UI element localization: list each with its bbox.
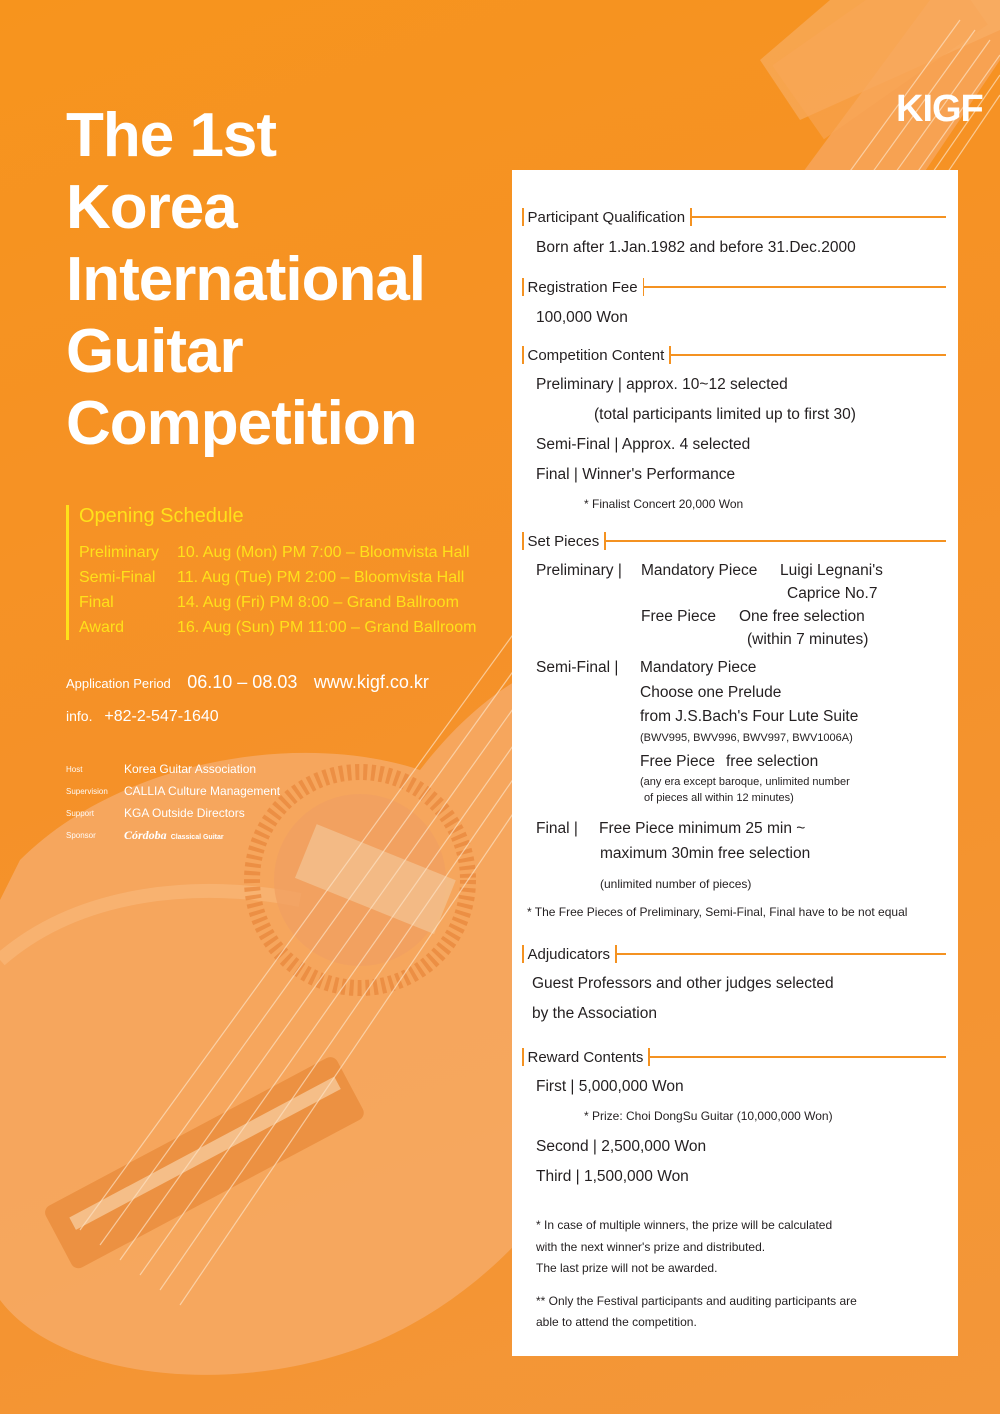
schedule-row (79, 540, 476, 565)
section-marker (522, 532, 524, 550)
section-heading: Participant Qualification (527, 208, 686, 226)
pieces-semi-free-note: of pieces all within 12 minutes) (644, 792, 794, 804)
pieces-semi-line: from J.S.Bach's Four Lute Suite (640, 708, 859, 725)
phone-number: +82-2-547-1640 (104, 708, 219, 725)
section-adjudicators (522, 945, 946, 963)
section-content (522, 346, 946, 364)
website-link[interactable]: www.kigf.co.kr (313, 672, 429, 692)
reward-note: ** Only the Festival participants and auditing participants are (536, 1294, 857, 1308)
title-line: Guitar (66, 317, 243, 386)
section-rewards (522, 1048, 946, 1066)
section-pieces (522, 532, 946, 550)
pieces-semi-free-value: free selection (726, 753, 819, 770)
adjudicators-text: Guest Professors and other judges selected (532, 975, 834, 992)
credits (66, 758, 280, 846)
section-rule (650, 1056, 946, 1058)
pieces-final-line: (unlimited number of pieces) (600, 877, 752, 891)
section-heading: Adjudicators (527, 945, 611, 963)
section-heading: Reward Contents (527, 1048, 644, 1066)
section-heading: Set Pieces (527, 532, 600, 550)
pieces-semi-free-note: (any era except baroque, unlimited number (640, 776, 850, 788)
section-fee (522, 278, 946, 296)
section-rule (606, 540, 946, 542)
schedule-label: Final (79, 594, 114, 611)
pieces-prelim-mandatory-value: Caprice No.7 (787, 585, 878, 602)
content-semi: Semi-Final | Approx. 4 selected (536, 436, 751, 453)
section-marker (522, 1048, 524, 1066)
pieces-semi-mandatory: Mandatory Piece (640, 659, 757, 676)
fee-text: 100,000 Won (536, 309, 628, 326)
schedule-value: 14. Aug (Fri) PM 8:00 – Grand Ballroom (177, 594, 459, 611)
kigf-logo: KIGF (896, 88, 983, 130)
section-rule (692, 216, 946, 218)
pieces-semi-free: Free Piece (640, 753, 715, 770)
title-line: The 1st (66, 101, 277, 170)
pieces-note: * The Free Pieces of Preliminary, Semi-Final, Final have to be not equal (527, 905, 908, 919)
section-marker (522, 278, 524, 296)
content-prelim-note: (total participants limited up to first 30) (594, 406, 856, 423)
reward-first: First | 5,000,000 Won (536, 1078, 684, 1095)
credit-row (66, 824, 280, 846)
schedule-title: Opening Schedule (79, 505, 244, 527)
section-rule (644, 286, 946, 288)
credit-row (66, 780, 280, 802)
schedule-label: Preliminary (79, 544, 160, 561)
schedule-value: 11. Aug (Tue) PM 2:00 – Bloomvista Hall (177, 569, 465, 586)
credit-value: Korea Guitar Association (124, 762, 257, 776)
info-panel (512, 170, 958, 1356)
qualification-text: Born after 1.Jan.1982 and before 31.Dec.2000 (536, 239, 856, 256)
credit-value: CALLIA Culture Management (124, 784, 281, 798)
pieces-prelim-free-value: One free selection (739, 608, 865, 625)
section-marker (522, 208, 524, 226)
credit-row (66, 802, 280, 824)
section-heading: Registration Fee (527, 278, 638, 296)
title-line: Competition (66, 389, 417, 458)
pieces-final-line: Free Piece minimum 25 min ~ (599, 820, 806, 837)
reward-note: * In case of multiple winners, the prize will be calculated (536, 1218, 833, 1232)
adjudicators-text: by the Association (532, 1005, 657, 1022)
credit-row (66, 758, 280, 780)
credit-key: Support (66, 808, 95, 818)
reward-second: Second | 2,500,000 Won (536, 1138, 707, 1155)
pieces-prelim-mandatory-value: Luigi Legnani's (780, 562, 883, 579)
application-label: Application Period (66, 676, 171, 691)
credit-key: Sponsor (66, 830, 96, 840)
reward-first-note: * Prize: Choi DongSu Guitar (10,000,000 Won) (584, 1109, 833, 1123)
content-prelim: Preliminary | approx. 10~12 selected (536, 376, 788, 393)
credit-key: Host (66, 764, 83, 774)
pieces-prelim-free-value: (within 7 minutes) (747, 631, 869, 648)
pieces-prelim-label: Preliminary | (536, 562, 622, 579)
poster-title (66, 100, 425, 460)
pieces-semi-line: Choose one Prelude (640, 684, 782, 701)
pieces-final-line: maximum 30min free selection (600, 845, 811, 862)
schedule-value: 16. Aug (Sun) PM 11:00 – Grand Ballroom (177, 619, 477, 636)
reward-third: Third | 1,500,000 Won (536, 1168, 689, 1185)
contact-info (66, 708, 219, 726)
credit-key: Supervision (66, 786, 108, 796)
schedule-label: Semi-Final (79, 569, 156, 586)
pieces-prelim-free: Free Piece (641, 608, 716, 625)
application-period (66, 672, 429, 693)
reward-note: with the next winner's prize and distributed. (536, 1240, 766, 1254)
schedule-row (79, 565, 476, 590)
reward-note: The last prize will not be awarded. (536, 1261, 718, 1275)
schedule-row (79, 590, 476, 615)
content-final: Final | Winner's Performance (536, 466, 736, 483)
application-dates: 06.10 – 08.03 (187, 672, 298, 692)
opening-schedule (66, 505, 476, 640)
title-line: International (66, 245, 426, 314)
info-label: info. (66, 708, 93, 724)
section-qualification (522, 208, 946, 226)
section-heading: Competition Content (527, 346, 665, 364)
schedule-label: Award (79, 619, 125, 636)
pieces-semi-bwv: (BWV995, BWV996, BWV997, BWV1006A) (640, 732, 853, 744)
pieces-final-label: Final | (536, 820, 578, 837)
content-final-note: * Finalist Concert 20,000 Won (584, 497, 744, 511)
pieces-prelim-mandatory: Mandatory Piece (641, 562, 758, 579)
section-rule (671, 354, 946, 356)
section-rule (617, 953, 946, 955)
pieces-semi-label: Semi-Final | (536, 659, 619, 676)
reward-note: able to attend the competition. (536, 1315, 697, 1329)
sponsor-logo (124, 828, 224, 843)
credit-value: KGA Outside Directors (124, 806, 245, 820)
title-line: Korea (66, 173, 237, 242)
sponsor-name: Córdoba (124, 827, 167, 842)
section-marker (522, 346, 524, 364)
schedule-value: 10. Aug (Mon) PM 7:00 – Bloomvista Hall (177, 544, 470, 561)
section-marker (522, 945, 524, 963)
schedule-row (79, 615, 476, 640)
sponsor-suffix: Classical Guitar (170, 833, 224, 841)
